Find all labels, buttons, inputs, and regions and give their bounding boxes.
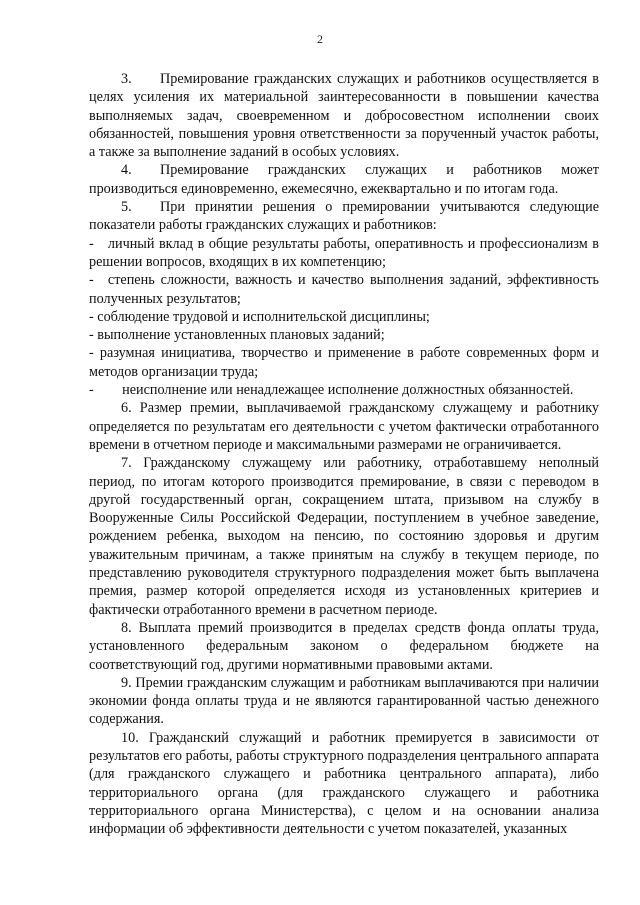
list-item-task-complexity: - степень сложности, важность и качество выполнения заданий, эффективность полученных результатов; <box>89 272 599 307</box>
paragraph-6: 6. Размер премии, выплачиваемой гражданскому служащему и работнику определяется по результатам его деятельности с учетом фактически отработанного времени в отчетном периоде и максимальными размерами не ограничивается. <box>89 400 599 453</box>
page-number: 2 <box>317 32 323 46</box>
paragraph-4: 4. Премирование гражданских служащих и работников может производиться единовременно, ежемесячно, ежеквартально и по итогам года. <box>89 162 599 197</box>
list-item-initiative: - разумная инициатива, творчество и применение в работе современных форм и методов организации труда; <box>89 345 599 380</box>
paragraph-9: 9. Премии гражданским служащим и работникам выплачиваются при наличии экономии фонда оплаты труда и не являются гарантированной частью денежного содержания. <box>89 674 599 728</box>
paragraph-7: 7. Гражданскому служащему или работнику, отработавшему неполный период, по итогам которого производится премирование, в связи с переводом в другой государственный орган, сокращением штата, призывом на службу в Вооруженные Силы Российской Федерации, поступлением в учебное заведение, рождением ребенка, выходом на пенсию, по состоянию здоровья и другим уважительным причинам, а также принятым на службу в текущем периоде, по представлению руководителя структурного подразделения может быть выплачена премия, размер которой определяется исходя из установленных критериев и фактически отработанного времени в расчетном периоде. <box>89 455 599 618</box>
list-item-personal-contribution: - личный вклад в общие результаты работы, оперативность и профессионализм в решении вопросов, входящих в их компетенцию; <box>89 235 599 270</box>
paragraph-8: 8. Выплата премий производится в пределах средств фонда оплаты труда, установленного федеральным законом о федеральном бюджете на соответствующий год, другими нормативными правовыми актами. <box>89 619 599 673</box>
paragraph-5: 5. При принятии решения о премировании учитываются следующие показатели работы гражданских служащих и работников: <box>89 199 599 234</box>
list-item-non-performance: - неисполнение или ненадлежащее исполнение должностных обязанностей. <box>89 382 574 399</box>
list-item-discipline: - соблюдение трудовой и исполнительской дисциплины; <box>89 308 430 325</box>
paragraph-10: 10. Гражданский служащий и работник премируется в зависимости от результатов его работы, работы структурного подразделения центрального аппарата (для гражданского служащего и работника центрального аппарата), либо территориального органа (для гражданского служащего и работника территориального органа Министерства), с целом и на основании анализа информации об эффективности деятельности с учетом показателей, указанных <box>89 729 599 838</box>
paragraph-3: 3. Премирование гражданских служащих и работников осуществляется в целях усиления их материальной заинтересованности в повышении качества выполняемых задач, своевременном и добросовестном исполнении своих обязанностей, повышения уровня ответственности за порученный участок работы, а также за выполнение заданий в особых условиях. <box>89 71 599 161</box>
list-item-planned-tasks: - выполнение установленных плановых заданий; <box>89 327 385 344</box>
document-body <box>89 70 599 838</box>
